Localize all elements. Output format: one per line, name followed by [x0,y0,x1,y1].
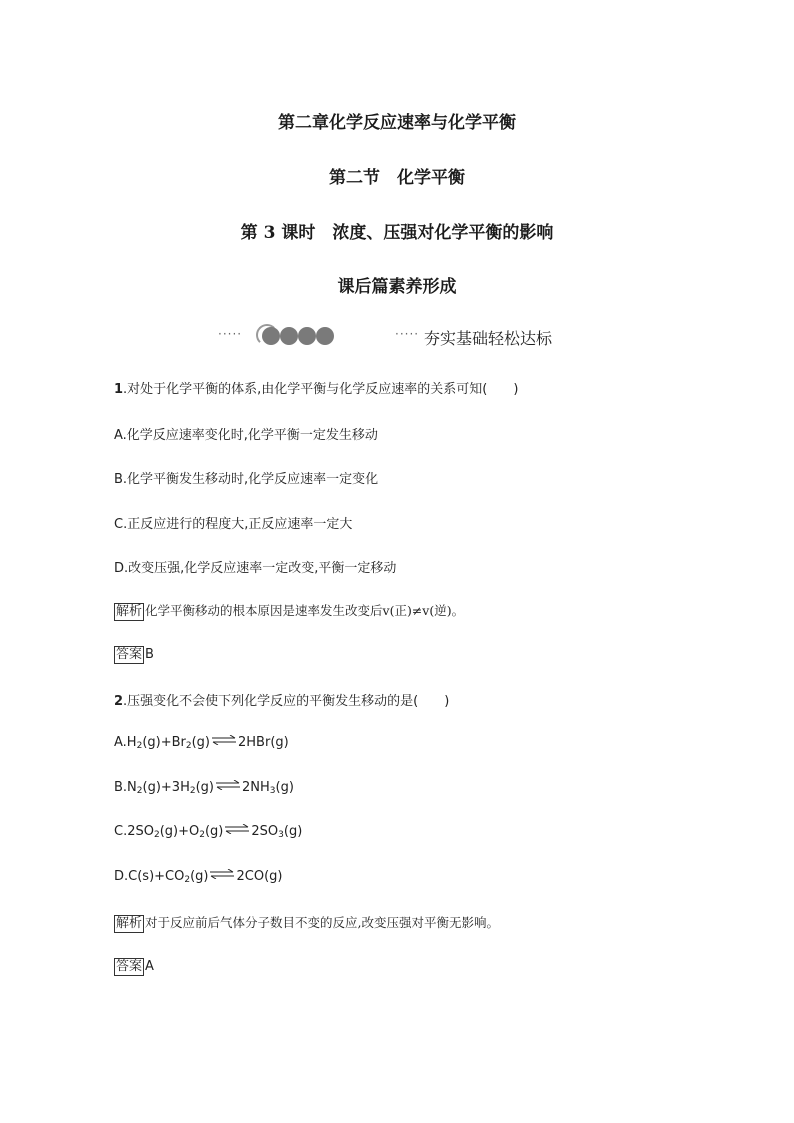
formula-subscript: 3 [269,786,276,796]
formula-part: D.C(s)+CO [114,869,185,884]
question-2-option-a [114,735,289,751]
formula-part: (g)+Br [142,735,186,750]
chapter-title: 第二章化学反应速率与化学平衡 [278,113,516,133]
answer-tag: 答案 [116,647,143,662]
question-1-option-d: D.改变压强,化学反应速率一定改变,平衡一定移动 [114,561,397,576]
formula-subscript: 2 [136,786,143,796]
formula-part: (g)+O [159,824,200,839]
banner-circle-icon [262,327,280,345]
lesson-title: 第 3 课时 浓度、压强对化学平衡的影响 [240,223,554,243]
formula-part: 2NH [242,780,270,795]
question-text: .对处于化学平衡的体系,由化学平衡与化学反应速率的关系可知( ) [123,382,519,397]
equilibrium-arrow-icon [211,735,237,745]
formula-subscript: 2 [153,830,160,840]
question-number: 1 [114,382,124,397]
question-2-option-d [114,869,282,885]
banner-circles-icon [256,324,336,348]
question-1-explanation [114,601,464,621]
explanation-text: 化学平衡移动的根本原因是速率发生改变后v(正)≠v(逆)。 [145,603,465,618]
formula-part: A.H [114,735,137,750]
formula-part: (g) [283,824,303,839]
banner-circle-icon [316,327,334,345]
formula-part: 2SO [251,824,279,839]
question-2-option-c [114,824,302,840]
explanation-tag: 解析 [116,916,143,931]
equilibrium-arrow-icon [215,780,241,790]
formula-subscript: 2 [189,786,196,796]
banner-title: 夯实基础轻松达标 [424,329,553,348]
question-2-stem [114,690,449,709]
formula-part: (g) [275,780,294,795]
answer-value: B [145,647,154,662]
explanation-text: 对于反应前后气体分子数目不变的反应,改变压强对平衡无影响。 [145,915,499,930]
formula-part: 2CO(g) [236,869,283,884]
section-banner [218,322,598,352]
formula-part: B.N [114,780,137,795]
formula-part: (g)+3H [142,780,190,795]
banner-circle-icon [280,327,298,345]
explanation-tag: 解析 [116,604,143,619]
formula-subscript: 2 [136,741,143,751]
formula-subscript: 2 [184,875,191,885]
part-title: 课后篇素养形成 [337,277,457,297]
formula-subscript: 2 [199,830,205,840]
formula-part: (g) [191,735,211,750]
formula-part: 2HBr(g) [238,735,289,750]
section-title: 第二节 化学平衡 [329,168,465,188]
question-2-option-b [114,780,294,796]
question-1-option-b: B.化学平衡发生移动时,化学反应速率一定变化 [114,472,379,487]
formula-part: (g) [204,824,224,839]
banner-right-dots: ····· [395,327,420,341]
answer-tag: 答案 [116,959,143,974]
question-1-answer [114,646,154,664]
formula-part: (g) [190,869,209,884]
question-1-option-a: A.化学反应速率变化时,化学平衡一定发生移动 [114,428,378,443]
banner-circle-icon [298,327,316,345]
question-1-option-c: C.正反应进行的程度大,正反应速率一定大 [114,517,353,532]
equilibrium-arrow-icon [224,824,250,834]
answer-value: A [145,959,154,974]
question-1-stem [114,378,518,397]
formula-part: (g) [195,780,214,795]
formula-part: C.2SO [114,824,154,839]
formula-subscript: 2 [185,741,192,751]
question-2-answer [114,958,154,976]
banner-left-dots: ····· [218,327,243,341]
equilibrium-arrow-icon [209,869,235,879]
question-2-explanation [114,913,499,933]
formula-subscript: 3 [278,830,284,840]
question-text: .压强变化不会使下列化学反应的平衡发生移动的是( ) [123,694,450,709]
question-number: 2 [114,694,124,709]
